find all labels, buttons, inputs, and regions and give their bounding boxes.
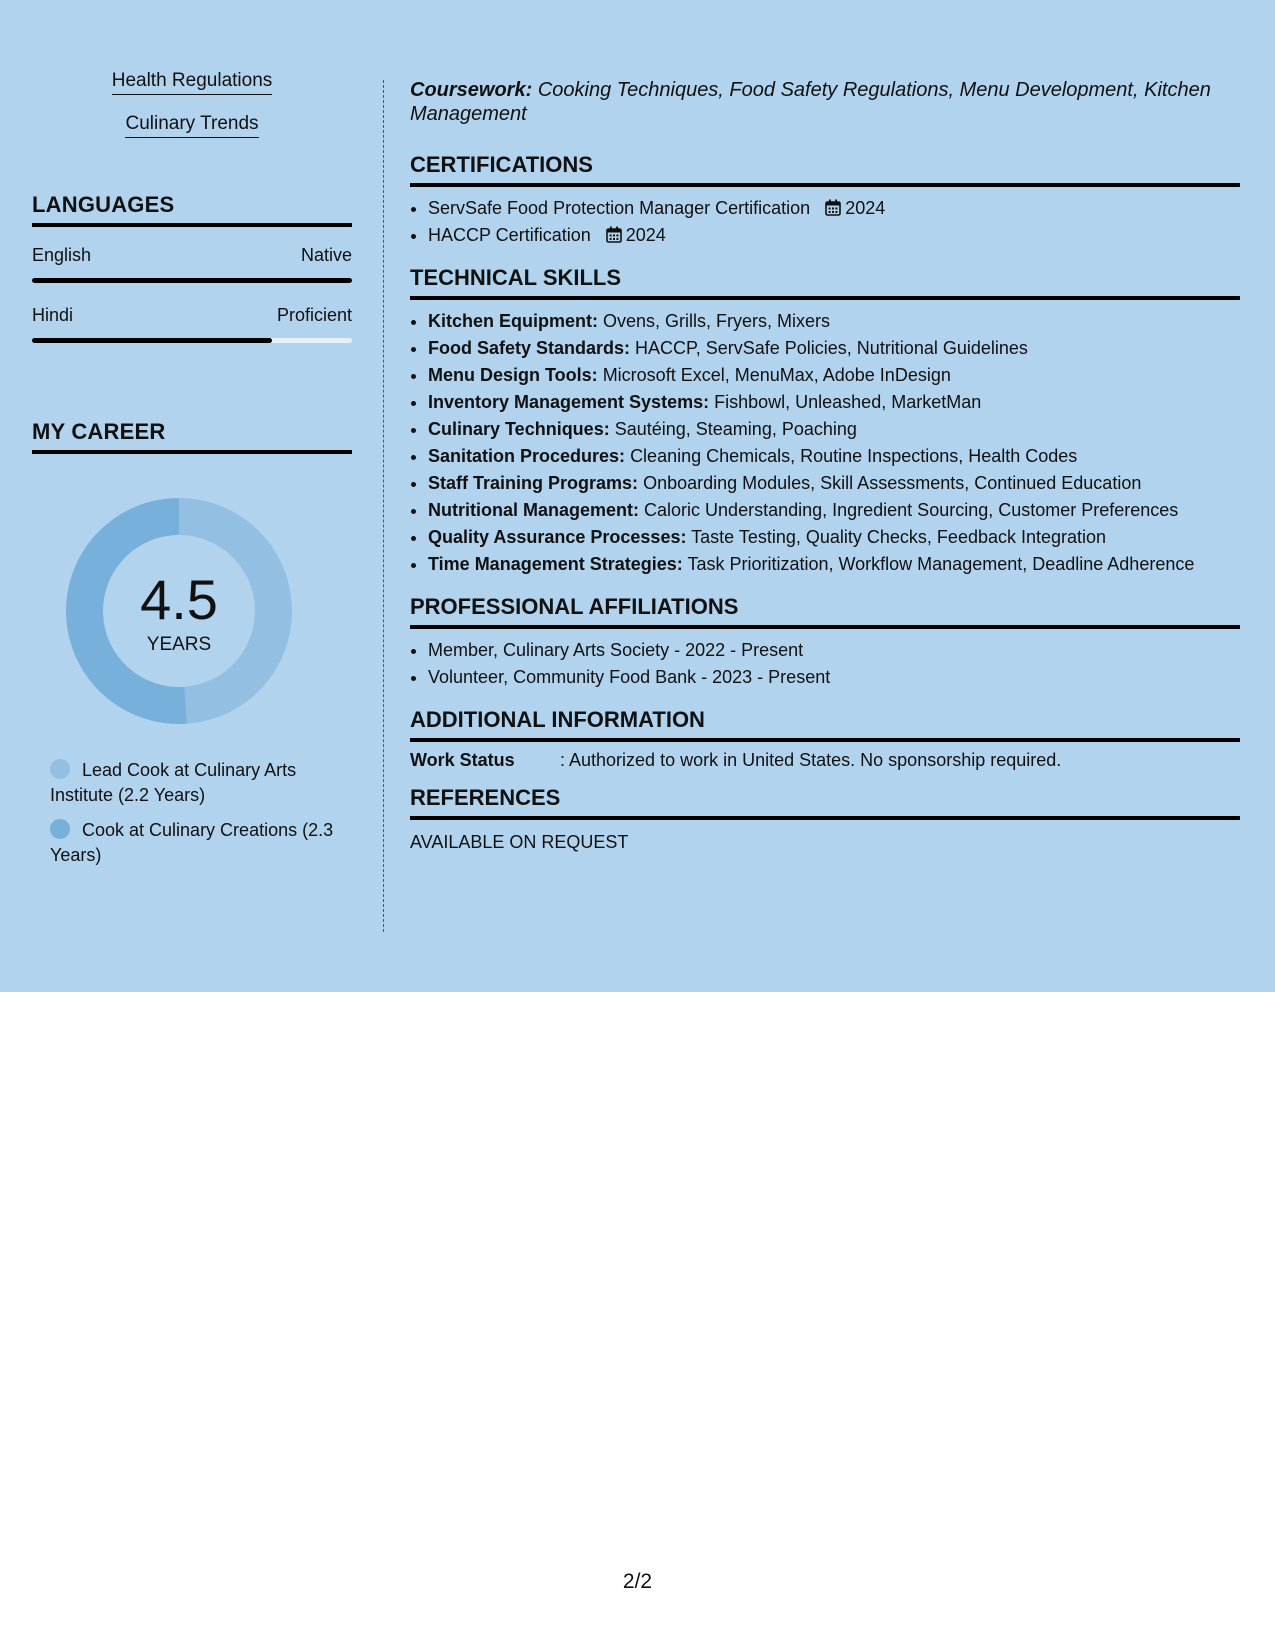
language-bar: [32, 278, 352, 283]
language-bar: [32, 338, 352, 343]
skill-item: • Kitchen Equipment: Ovens, Grills, Fryers, Mixers: [428, 308, 1240, 335]
interest-item: Health Regulations: [32, 70, 352, 95]
legend-dot: [50, 759, 70, 779]
skill-item: • Culinary Techniques: Sautéing, Steaming, Poaching: [428, 416, 1240, 443]
certification-year: 2024: [845, 198, 886, 218]
language-level: Native: [300, 245, 352, 265]
work-status-value: : Authorized to work in United States. No sponsorship required.: [560, 750, 1062, 770]
languages-heading: LANGUAGES: [32, 192, 352, 227]
skill-item: • Time Management Strategies: Task Prioritization, Workflow Management, Deadline Adherence: [428, 551, 1240, 578]
language-name: Hindi: [32, 305, 74, 325]
language-entry: [32, 245, 352, 283]
career-years-unit: YEARS: [146, 634, 212, 655]
career-legend: [50, 758, 352, 868]
additional-info-heading: ADDITIONAL INFORMATION: [410, 707, 1240, 742]
career-legend-item: Cook at Culinary Creations (2.3 Years): [50, 820, 334, 865]
skill-item: • Menu Design Tools: Microsoft Excel, MenuMax, Adobe InDesign: [428, 362, 1240, 389]
skill-item: • Sanitation Procedures: Cleaning Chemicals, Routine Inspections, Health Codes: [428, 443, 1240, 470]
language-bar-fill: [32, 338, 272, 343]
career-legend-item: Lead Cook at Culinary Arts Institute (2.2 Years): [50, 760, 297, 805]
certifications-heading: CERTIFICATIONS: [410, 152, 1240, 187]
technical-skills-heading: TECHNICAL SKILLS: [410, 265, 1240, 300]
work-status-row: [410, 750, 1240, 771]
skill-item: • Staff Training Programs: Onboarding Modules, Skill Assessments, Continued Education: [428, 470, 1240, 497]
career-heading: MY CAREER: [32, 419, 352, 454]
affiliation-item: • Volunteer, Community Food Bank - 2023 - Present: [428, 664, 1240, 691]
technical-skills-list: [410, 308, 1240, 578]
certifications-list: [410, 195, 1240, 249]
coursework-text: Cooking Techniques, Food Safety Regulations, Menu Development, Kitchen Management: [410, 79, 1211, 125]
skill-item: • Quality Assurance Processes: Taste Testing, Quality Checks, Feedback Integration: [428, 524, 1240, 551]
calendar-icon: [825, 199, 841, 216]
certification-year: 2024: [625, 225, 666, 245]
certification-item: • ServSafe Food Protection Manager Certification 2024: [428, 195, 1240, 222]
certification-item: • HACCP Certification 2024: [428, 222, 1240, 249]
references-heading: REFERENCES: [410, 785, 1240, 820]
skill-item: • Nutritional Management: Caloric Understanding, Ingredient Sourcing, Customer Preferences: [428, 497, 1240, 524]
language-bar-fill: [32, 278, 352, 283]
column-divider: [383, 80, 384, 932]
coursework: [410, 78, 1240, 126]
language-name: English: [32, 245, 92, 265]
language-entry: [32, 305, 352, 343]
legend-dot: [50, 819, 70, 839]
page-number: 2/2: [622, 1570, 653, 1593]
left-column: [32, 70, 352, 878]
affiliation-item: • Member, Culinary Arts Society - 2022 - Present: [428, 637, 1240, 664]
right-column: [410, 78, 1240, 853]
skill-item: • Inventory Management Systems: Fishbowl, Unleashed, MarketMan: [428, 389, 1240, 416]
coursework-label: Coursework:: [410, 79, 533, 101]
career-total-years: 4.5: [140, 568, 218, 631]
work-status-label: Work Status: [410, 750, 515, 770]
affiliations-heading: PROFESSIONAL AFFILIATIONS: [410, 594, 1240, 629]
skill-item: • Food Safety Standards: HACCP, ServSafe Policies, Nutritional Guidelines: [428, 335, 1240, 362]
calendar-icon: [606, 226, 622, 243]
career-donut-chart: [66, 498, 292, 724]
language-level: Proficient: [276, 305, 352, 325]
references-text: AVAILABLE ON REQUEST: [410, 832, 629, 852]
interest-item: Culinary Trends: [32, 113, 352, 138]
affiliations-list: [410, 637, 1240, 691]
